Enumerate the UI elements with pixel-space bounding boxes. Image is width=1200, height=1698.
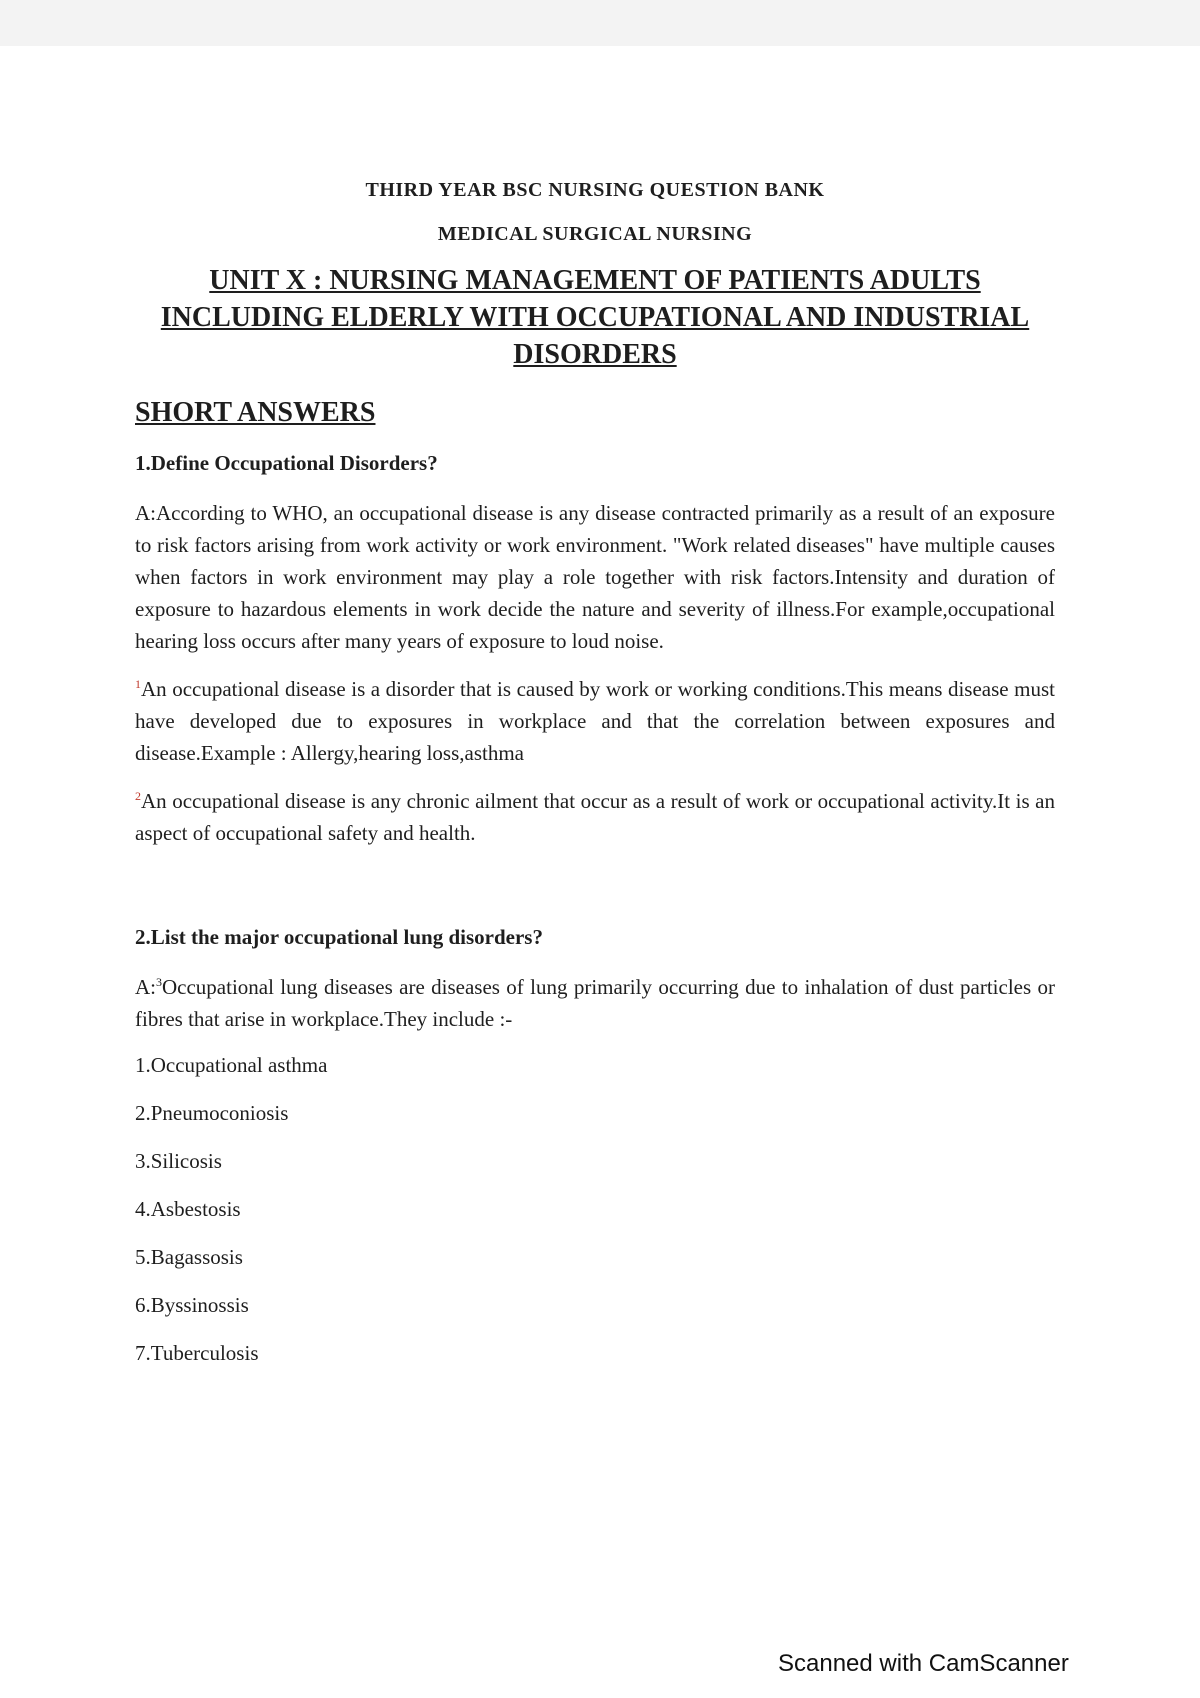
list-item: 5.Bagassosis [135, 1245, 243, 1269]
question-1: 1.Define Occupational Disorders? [135, 451, 438, 475]
footnote-marker-2[interactable]: 2 [135, 789, 141, 803]
unit-title: UNIT X : NURSING MANAGEMENT OF PATIENTS ADULTS INCLUDING ELDERLY WITH OCCUPATIONAL AND INDUSTRIAL DISORDERS [160, 265, 1030, 370]
answer-1-footnote-1 [135, 673, 1055, 769]
list-item: 3.Silicosis [135, 1149, 222, 1173]
answer-1-footnote-1-text: An occupational disease is a disorder that is caused by work or working conditions.This means disease must have developed due to exposures in workplace and that the correlation between exposures and disease.Example : Allergy,hearing loss,asthma [135, 677, 1055, 765]
list-item: 1.Occupational asthma [135, 1053, 328, 1077]
answer-1-main: A:According to WHO, an occupational disease is any disease contracted primarily as a result of an exposure to risk factors arising from work activity or work environment. "Work related diseases" have multiple causes when factors in work environment may play a role together with risk factors.Intensity and duration of exposure to hazardous elements in work decide the nature and severity of illness.For example,occupational hearing loss occurs after many years of exposure to loud noise. [135, 501, 1055, 653]
list-item: 6.Byssinossis [135, 1293, 249, 1317]
header-line-2: MEDICAL SURGICAL NURSING [437, 223, 753, 245]
lung-disorders-list [135, 1051, 1055, 1367]
footnote-marker-1[interactable]: 1 [135, 677, 141, 691]
answer-2-prefix: A: [135, 975, 156, 999]
top-strip [0, 0, 1200, 46]
section-title: SHORT ANSWERS [135, 397, 376, 428]
header-line-1: THIRD YEAR BSC NURSING QUESTION BANK [365, 179, 825, 201]
list-item: 7.Tuberculosis [135, 1341, 259, 1365]
camscanner-watermark: Scanned with CamScanner [778, 1650, 1069, 1677]
document-content [135, 178, 1055, 1387]
answer-2-text: Occupational lung diseases are diseases of lung primarily occurring due to inhalation of dust particles or fibres that arise in workplace.They include :- [135, 975, 1055, 1031]
list-item: 4.Asbestosis [135, 1197, 241, 1221]
footnote-marker-3[interactable]: 3 [156, 975, 162, 989]
list-item: 2.Pneumoconiosis [135, 1101, 289, 1125]
answer-1-footnote-2-text: An occupational disease is any chronic ailment that occur as a result of work or occupational activity.It is an aspect of occupational safety and health. [135, 789, 1055, 845]
question-2: 2.List the major occupational lung disorders? [135, 925, 543, 949]
section-gap [135, 865, 1055, 923]
answer-1-footnote-2 [135, 785, 1055, 849]
answer-2 [135, 971, 1055, 1035]
